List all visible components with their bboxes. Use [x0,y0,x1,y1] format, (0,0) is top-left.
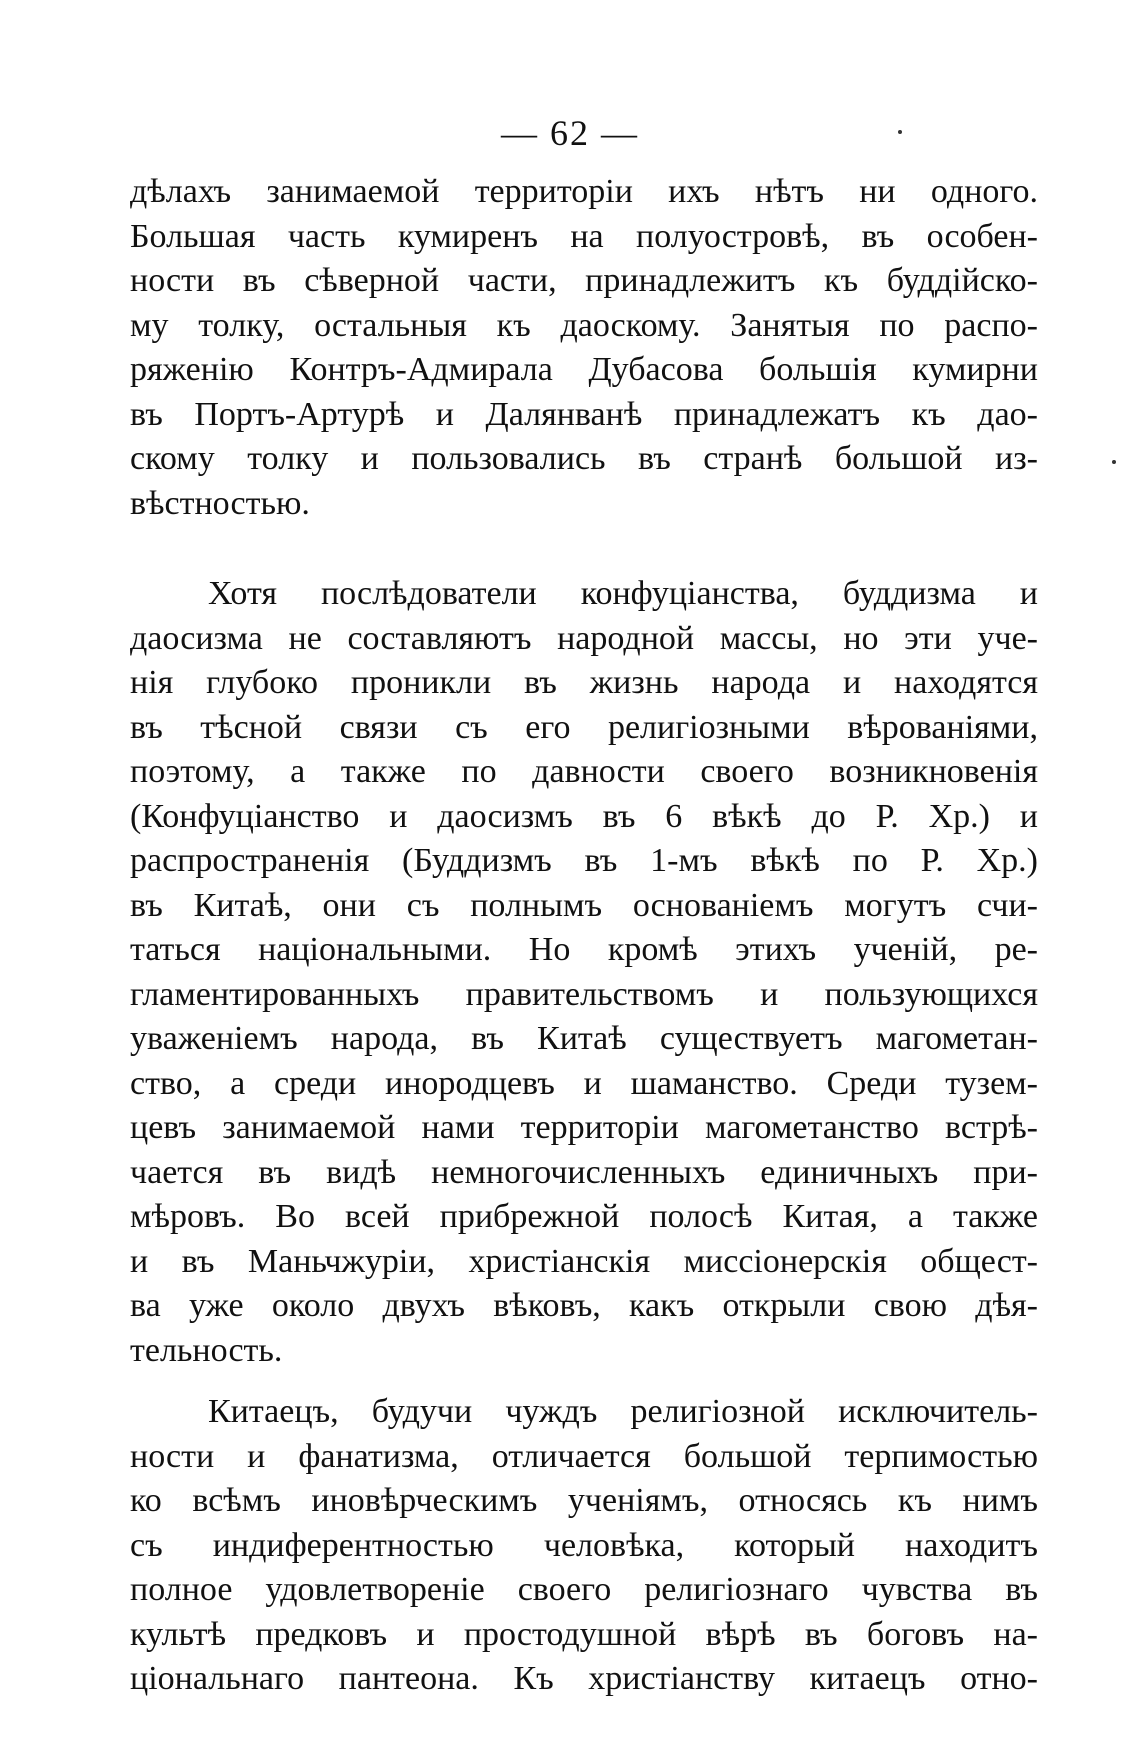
text-line: въ тѣсной связи съ его религіозными вѣрованіями, [130,708,1038,746]
stray-dot-mark [898,130,902,134]
text-line: тельность. [130,1331,283,1369]
text-line: культѣ предковъ и простодушной вѣрѣ въ боговъ на- [130,1615,1038,1653]
text-line: скому толку и пользовались въ странѣ большой из- [130,440,1038,477]
paragraph-2 [130,572,1038,1373]
text-line: му толку, остальныя къ даоскому. Занятыя по распо- [130,306,1038,344]
text-line: вѣстностью. [130,484,310,522]
text-line: ности въ сѣверной части, принадлежитъ къ буддійско- [130,262,1038,299]
text-line: Китаецъ, будучи чуждъ религіозной исключитель- [208,1393,1038,1430]
text-line: ряженію Контръ-Адмирала Дубасова большія кумирни [130,351,1038,388]
text-line: нія глубоко проникли въ жизнь народа и находятся [130,664,1038,701]
text-line: цевъ занимаемой нами территоріи магометанство встрѣ- [130,1109,1038,1146]
text-line: ва уже около двухъ вѣковъ, какъ открыли свою дѣя- [130,1287,1038,1324]
text-line: Хотя послѣдователи конфуціанства, буддизма и [208,575,1038,612]
text-line: даосизма не составляютъ народной массы, но эти уче- [130,619,1038,657]
text-line: и въ Маньчжуріи, христіанскія миссіонерскія общест- [130,1242,1038,1280]
text-line: Большая часть кумиренъ на полуостровѣ, въ особен- [130,217,1038,255]
paragraph-1 [130,170,1038,526]
text-line: въ Китаѣ, они съ полнымъ основаніемъ могутъ счи- [130,886,1038,924]
stray-dot-mark [1112,460,1116,464]
text-line: поэтому, а также по давности своего возникновенія [130,753,1038,790]
page-number: — 62 — [501,113,639,153]
text-line: ціональнаго пантеона. Къ христіанству китаецъ отно- [130,1660,1038,1697]
text-line: уваженіемъ народа, въ Китаѣ существуетъ магометан- [130,1020,1038,1057]
text-line: (Конфуціанство и даосизмъ въ 6 вѣкѣ до Р. Хр.) и [130,797,1038,835]
text-line: гламентированныхъ правительствомъ и пользующихся [130,975,1038,1013]
text-line: дѣлахъ занимаемой территоріи ихъ нѣтъ ни одного. [130,173,1038,210]
text-line: чается въ видѣ немногочисленныхъ единичныхъ при- [130,1153,1038,1191]
text-line: таться національными. Но кромѣ этихъ ученій, ре- [130,931,1038,968]
text-line: ности и фанатизма, отличается большой терпимостью [130,1437,1038,1475]
text-line: съ индиферентностью человѣка, который находитъ [130,1526,1038,1564]
text-line: распространенія (Буддизмъ въ 1-мъ вѣкѣ по Р. Хр.) [130,842,1038,879]
text-line: ство, а среди инородцевъ и шаманство. Среди тузем- [130,1064,1038,1102]
text-line: ко всѣмъ иновѣрческимъ ученіямъ, относясь къ нимъ [130,1482,1038,1519]
paragraph-3 [130,1390,1038,1702]
text-line: мѣровъ. Во всей прибрежной полосѣ Китая, а также [130,1198,1038,1235]
text-line: полное удовлетвореніе своего религіознаго чувства въ [130,1571,1038,1608]
text-line: въ Портъ-Артурѣ и Далянванѣ принадлежатъ къ дао- [130,395,1038,433]
